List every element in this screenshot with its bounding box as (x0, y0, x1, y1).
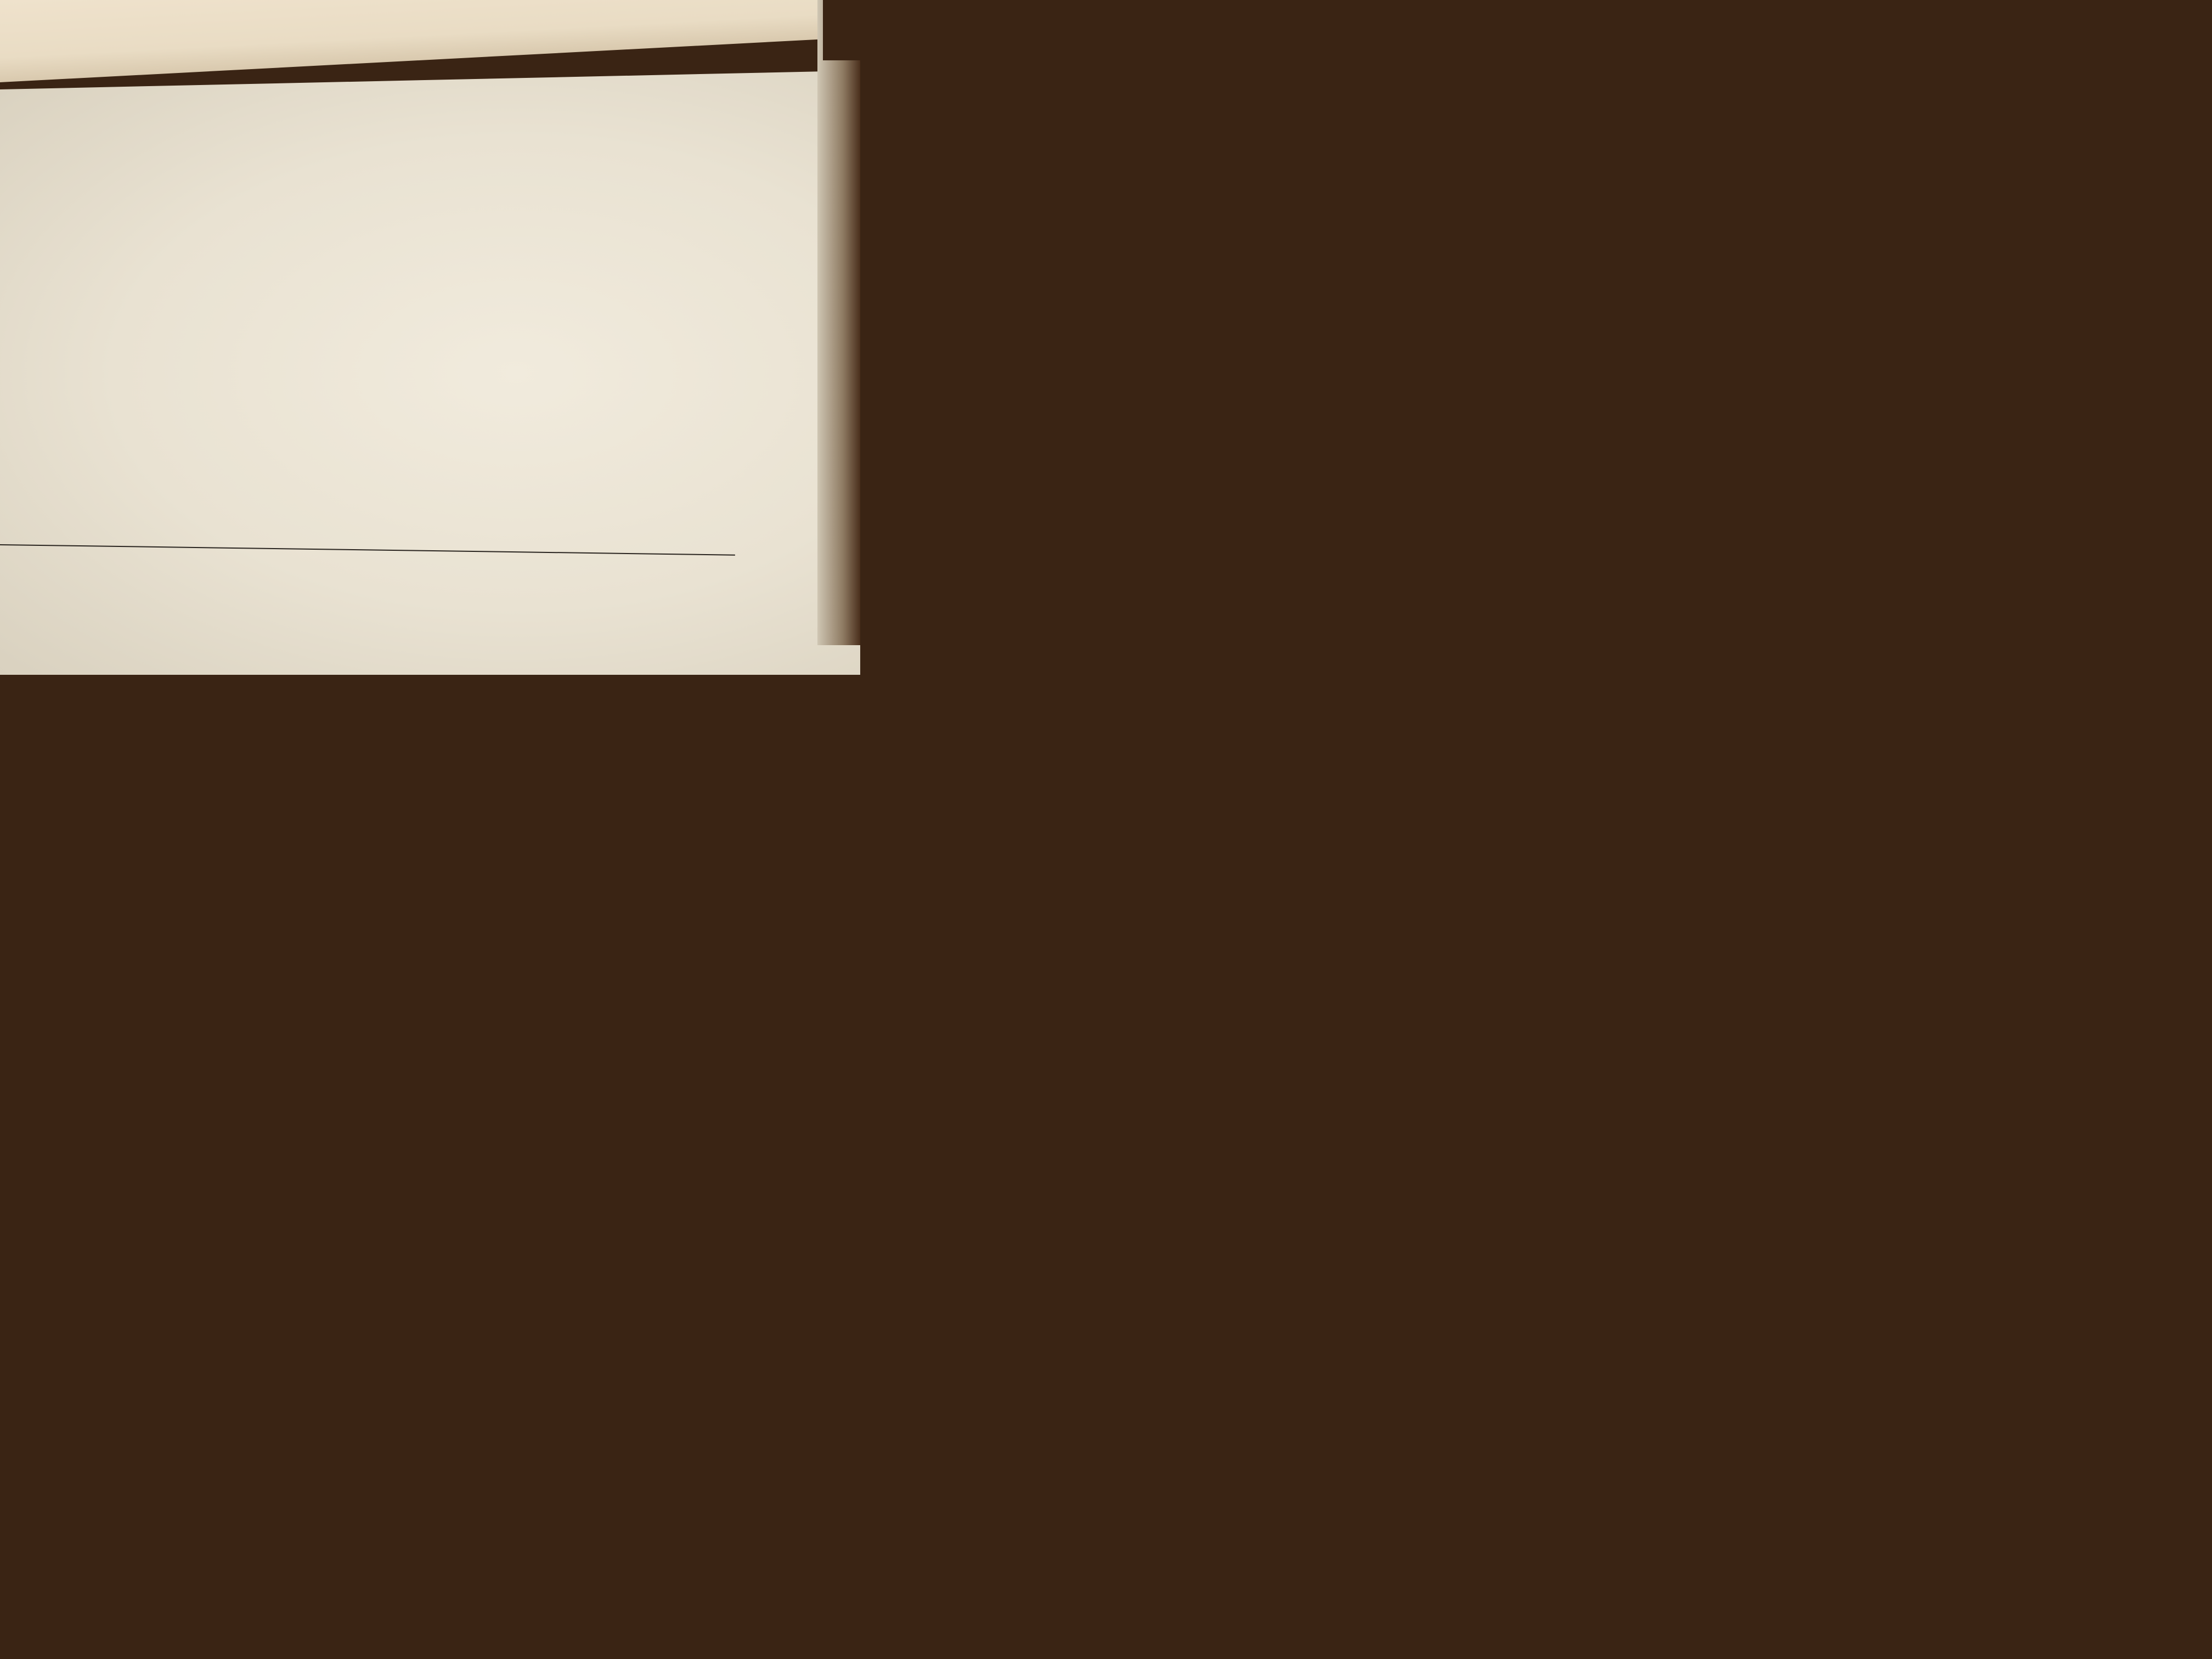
upper-page-sheet (0, 0, 823, 82)
page-number (711, 539, 784, 585)
main-page-sheet (0, 71, 860, 675)
page-corner-background (823, 0, 860, 60)
page-fold-shadow (817, 0, 860, 645)
